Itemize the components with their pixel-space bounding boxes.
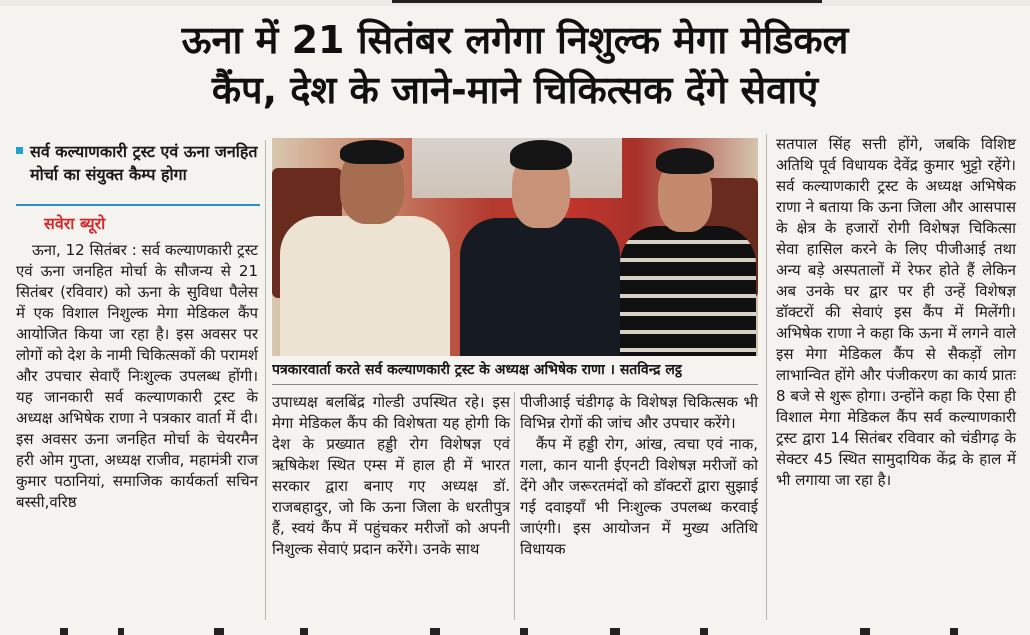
bullet-icon — [16, 147, 23, 154]
shirt — [460, 218, 620, 356]
paragraph: सतपाल सिंह सत्ती होंगे, जबकि विशिष्ट अतिथि पूर्व विधायक देवेंद्र कुमार भुट्टो रहेंगे। सर्व कल्याणकारी ट्रस्ट के अध्यक्ष अभिषेक राणा ने बताया कि ऊना जिला और आसपास के क्षेत्र के हजारों रोगी विशेषज्ञ चिकित्सा सेवा हासिल करने के लिए पीजीआई तथा अन्य बड़े अस्पतालों में रेफर होते हैं लेकिन अब उनके घर द्वार पर ही उन्हें विशेषज्ञ डॉक्टरों की सेवाएं इस कैंप में मिलेंगी। अभिषेक राणा ने कहा कि ऊना में लगने वाले इस मेगा मेडिकल कैंप से सैकड़ों लोग लाभान्वित होंगे और पंजीकरण का कार्य प्रातः 8 बजे से शुरू होगा। उन्होंने कहा कि ऐसा ही विशाल मेगा मेडिकल कैंप सर्व कल्याणकारी ट्रस्ट द्वारा 14 सितंबर रविवार को चंडीगढ़ के सेक्टर 45 स्थित सामुदायिक केंद्र के हाल में भी लगाया जा रहा है। — [776, 135, 1016, 489]
column-divider — [514, 392, 515, 620]
person-left — [280, 138, 450, 356]
byline: सवेरा ब्यूरो — [44, 214, 106, 233]
shirt — [280, 216, 450, 356]
hair — [656, 148, 714, 174]
headline-line-1: ऊना में 21 सितंबर लगेगा निशुल्क मेगा मेडिकल — [181, 18, 849, 62]
top-rule — [0, 0, 1030, 6]
column-2 — [272, 392, 510, 560]
headline — [16, 16, 1014, 116]
news-photo — [272, 138, 758, 356]
column-divider — [766, 134, 767, 620]
hair — [510, 140, 572, 170]
next-article-fragment — [0, 626, 1030, 635]
paragraph: कैंप में हड्डी रोग, आंख, त्वचा एवं नाक, गला, कान यानी ईएनटी विशेषज्ञ मरीजों को देंगे और जरूरतमंदों को डॉक्टरों द्वारा सुझाई गई दवाइयाँ भी निःशुल्क उपलब्ध करवाई जाएंगी। इस आयोजन में मुख्य अतिथि विधायक — [520, 435, 758, 558]
shirt — [620, 226, 756, 356]
photo-caption: पत्रकारवार्ता करते सर्व कल्याणकारी ट्रस्ट के अध्यक्ष अभिषेक राणा । सतविन्द्र लट्ठ — [272, 362, 682, 378]
column-divider — [265, 140, 266, 620]
hair — [340, 140, 404, 164]
person-right — [620, 138, 756, 356]
column-1 — [16, 240, 258, 513]
kicker-rule — [16, 204, 260, 206]
paragraph: पीजीआई चंडीगढ़ के विशेषज्ञ चिकित्सक भी विभिन्न रोगों की जांच और उपचार करेंगे। — [520, 393, 758, 432]
kicker-text: सर्व कल्याणकारी ट्रस्ट एवं ऊना जनहित मोर्चा का संयुक्त कैम्प होगा — [30, 142, 258, 184]
paragraph: ऊना, 12 सितंबर : सर्व कल्याणकारी ट्रस्ट एवं ऊना जनहित मोर्चा के सौजन्य से 21 सितंबर (रविवार) को ऊना के सुविधा पैलेस में एक विशाल निशुल्क मेगा मेडिकल कैंप आयोजित किया जा रहा है। इस अवसर पर लोगों को देश के नामी चिकित्सकों की परामर्श और उपचार सेवाएँ निःशुल्क उपलब्ध होंगी। यह जानकारी सर्व कल्याणकारी ट्रस्ट के अध्यक्ष अभिषेक राणा ने पत्रकार वार्ता में दी। इस अवसर ऊना जनहित मोर्चा के चेयरमैन हरी ओम गुप्ता, अध्यक्ष राजीव, महामंत्री राज कुमार पठानियां, समाजिक कार्यकर्ता सचिन बस्सी,वरिष्ठ — [16, 241, 258, 511]
column-4 — [776, 134, 1016, 491]
column-3 — [520, 392, 758, 560]
kicker — [16, 140, 260, 186]
person-center — [460, 138, 620, 356]
headline-line-2: कैंप, देश के जाने-माने चिकित्सक देंगे सेवाएं — [211, 68, 819, 112]
caption-rule — [272, 384, 758, 385]
masthead-fragment — [392, 0, 822, 3]
paragraph: उपाध्यक्ष बलबिंद्र गोल्डी उपस्थित रहे। इस मेगा मेडिकल कैंप की विशेषता यह होगी कि देश के प्रख्यात हड्डी रोग विशेषज्ञ एवं ऋषिकेश स्थित एम्स में हाल ही में भारत सरकार द्वारा बनाए गए अध्यक्ष डॉ. राजबहादुर, जो कि ऊना जिला के धरतीपुत्र हैं, स्वयं कैंप में पहुंचकर मरीजों को अपनी निशुल्क सेवाएं प्रदान करेंगे। उनके साथ — [272, 393, 510, 558]
